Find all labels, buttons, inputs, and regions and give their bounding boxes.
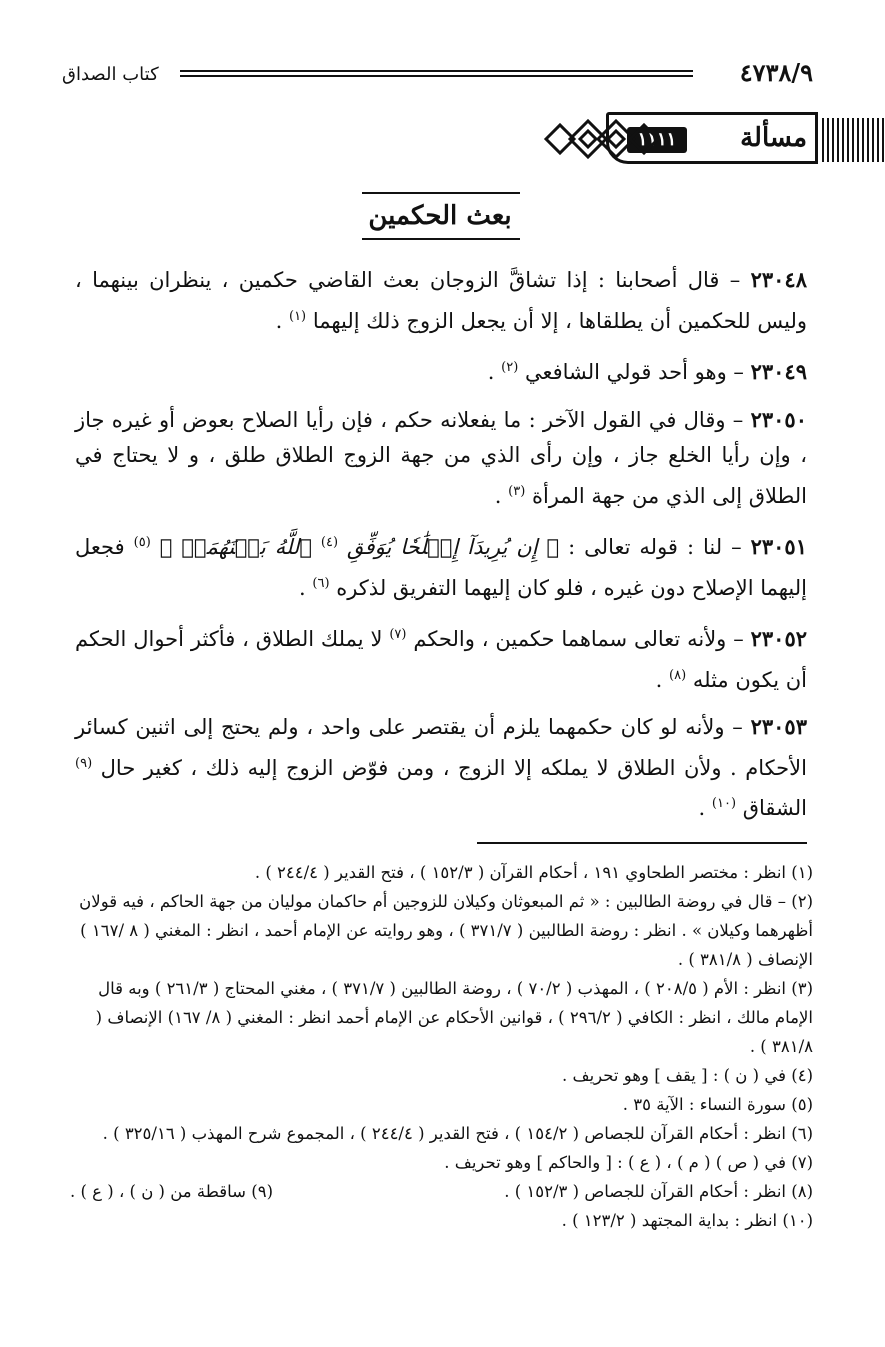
footnote-2: (٢) – قال في روضة الطالبين : « ثم المبعوثان وكيلان للزوجين أم حاكمان موليان من جهة الحاكم ، فيه قولان أظهرهما وكيلان » . انظر : روضة الطالبين ( ٣٧١/٧ ) ، وهو روايته عن الإمام أحمد ، انظر : المغني ( ٨ /١٦٧ ) الإنصاف ( ٣٨١/٨ ) . — [79, 892, 813, 969]
footnote-1: (١) انظر : مختصر الطحاوي ١٩١ ، أحكام القرآن ( ١٥٢/٣ ) ، فتح القدير ( ٢٤٤/٤ ) . — [254, 863, 813, 882]
paragraph-text: لا يملك الطلاق ، فأكثر أحوال الحكم أن يكون مثله — [75, 627, 807, 692]
paragraph-tail: . — [275, 308, 283, 333]
masala-number: ١١١١ — [627, 127, 687, 153]
footnote-ref: (١٠) — [711, 796, 737, 811]
paragraph-text: – ولأنه لو كان حكمهما يلزم أن يقتصر على واحد ، ولم يحتج إلى اثنين كسائر الأحكام . ولأن الطلاق لا يملكه إلا الزوج ، ومن فوّض الزوج إليه ذلك ، كغير حال — [75, 715, 807, 780]
footnote-ref: (٧) — [389, 627, 407, 642]
paragraph-23053 — [75, 709, 807, 827]
footnote-ref: (٩) — [75, 755, 93, 771]
paragraph-text: – قال أصحابنا : إذا تشاقَّ الزوجان بعث القاضي حكمين ، ينظران بينهما ، وليس للحكمين أن يطلقاها ، إلا أن يجعل الزوج ذلك إليهما — [75, 268, 807, 333]
footnote-ref: (٢) — [501, 360, 519, 375]
diamond-ornament-icon — [540, 112, 660, 166]
footnote-8: (٨) انظر : أحكام القرآن للجصاص ( ١٥٢/٣ ) . — [504, 1182, 813, 1201]
footnotes — [70, 858, 813, 1235]
footnote-4: (٤) في ( ن ) : [ يقف ] وهو تحريف . — [562, 1066, 813, 1085]
running-header — [62, 58, 813, 90]
masala-label: مسألة — [740, 123, 807, 153]
paragraph-23052 — [75, 617, 807, 698]
footnote-rule — [477, 842, 807, 844]
paragraph-text: الشقاق — [742, 796, 807, 820]
header-rule — [180, 70, 693, 77]
footnote-9: (٩) ساقطة من ( ن ) ، ( ع ) . — [70, 1182, 273, 1201]
paragraph-number: ٢٣٠٥٣ — [750, 714, 807, 739]
paragraph-number: ٢٣٠٥٠ — [750, 406, 807, 432]
footnote-ref: (٦) — [312, 575, 330, 591]
section-heading — [340, 198, 540, 234]
paragraph-text: – وهو أحد قولي الشافعي — [524, 360, 744, 384]
footnote-ref: (١) — [288, 308, 307, 324]
paragraph-23049 — [75, 350, 807, 391]
paragraph-23048 — [75, 262, 807, 339]
paragraph-text: – وقال في القول الآخر : ما يفعلانه حكم ، فإن رأيا الصلاح بعوض أو غيره جاز ، وإن رأيا الخلع جاز ، وإن رأى الذي من جهة الزوج الطلاق طلق ، و لا يحتاج في الطلاق إلى الذي من جهة المرأة — [75, 407, 807, 508]
footnote-ref: (٥) — [133, 535, 151, 550]
paragraph-number: ٢٣٠٥٢ — [750, 626, 808, 651]
footnote-pair — [70, 1177, 813, 1206]
quran-verse: ﴿ إِن يُرِيدَآ إِصۡلَٰحٗا يُوَفِّقِ — [347, 535, 560, 559]
footnote-ref: (٨) — [669, 667, 687, 683]
footnote-10: (١٠) انظر : بداية المجتهد ( ١٢٣/٢ ) . — [561, 1211, 813, 1230]
footnote-3: (٣) انظر : الأم ( ٢٠٨/٥ ) ، المهذب ( ٧٠/٢ ) ، روضة الطالبين ( ٣٧١/٧ ) ، مغني المحتاج ( ٢٦١/٣ ) وبه قال الإمام مالك ، انظر : الكافي ( ٢٩٦/٢ ) ، قوانين الأحكام عن الإمام أحمد انظر : المغني ( ٨/ ١٦٧) الإنصاف ( ٣٨١/٨ ) . — [95, 979, 813, 1056]
paragraph-text: – ولأنه تعالى سماهما حكمين ، والحكم — [413, 627, 744, 651]
section-title: بعث الحكمين — [368, 201, 512, 231]
paragraph-number: ٢٣٠٤٩ — [750, 359, 807, 384]
paragraph-number: ٢٣٠٥١ — [750, 534, 807, 559]
footnote-ref: (٤) — [320, 535, 339, 550]
footnote-ref: (٣) — [508, 483, 526, 499]
paragraph-text: فجعل إليهما الإصلاح دون غيره ، فلو كان إليهما التفريق لذكره — [75, 535, 807, 600]
banner-bars-ornament — [822, 118, 885, 162]
main-text — [75, 262, 807, 838]
footnote-7: (٧) في ( ص ) ( م ) ، ( ع ) : [ والحاكم ] وهو تحريف . — [444, 1153, 813, 1172]
footnote-6: (٦) انظر : أحكام القرآن للجصاص ( ١٥٤/٢ ) ، فتح القدير ( ٢٤٤/٤ ) ، المجموع شرح المهذب ( ٣٢٥/١٦ ) . — [102, 1124, 813, 1143]
heading-rule-top — [362, 192, 520, 194]
paragraph-23050 — [75, 402, 807, 515]
paragraph-tail: . — [487, 360, 495, 384]
paragraph-tail: . — [698, 796, 706, 820]
paragraph-tail: . — [655, 667, 663, 692]
paragraph-number: ٢٣٠٤٨ — [750, 267, 807, 292]
paragraph-tail: . — [494, 483, 502, 508]
paragraph-tail: . — [299, 575, 306, 600]
masala-banner — [540, 112, 885, 166]
paragraph-23051 — [75, 525, 807, 606]
quran-verse: ٱللَّهُ بَيۡنَهُمَآۗ ﴾ — [159, 535, 312, 559]
paragraph-text: – لنا : قوله تعالى : — [568, 535, 742, 559]
footnote-5: (٥) سورة النساء : الآية ٣٥ . — [622, 1095, 813, 1114]
book-title: كتاب الصداق — [62, 64, 159, 85]
heading-rule-bottom — [362, 238, 520, 240]
page-number: ٤٧٣٨/٩ — [739, 58, 813, 87]
